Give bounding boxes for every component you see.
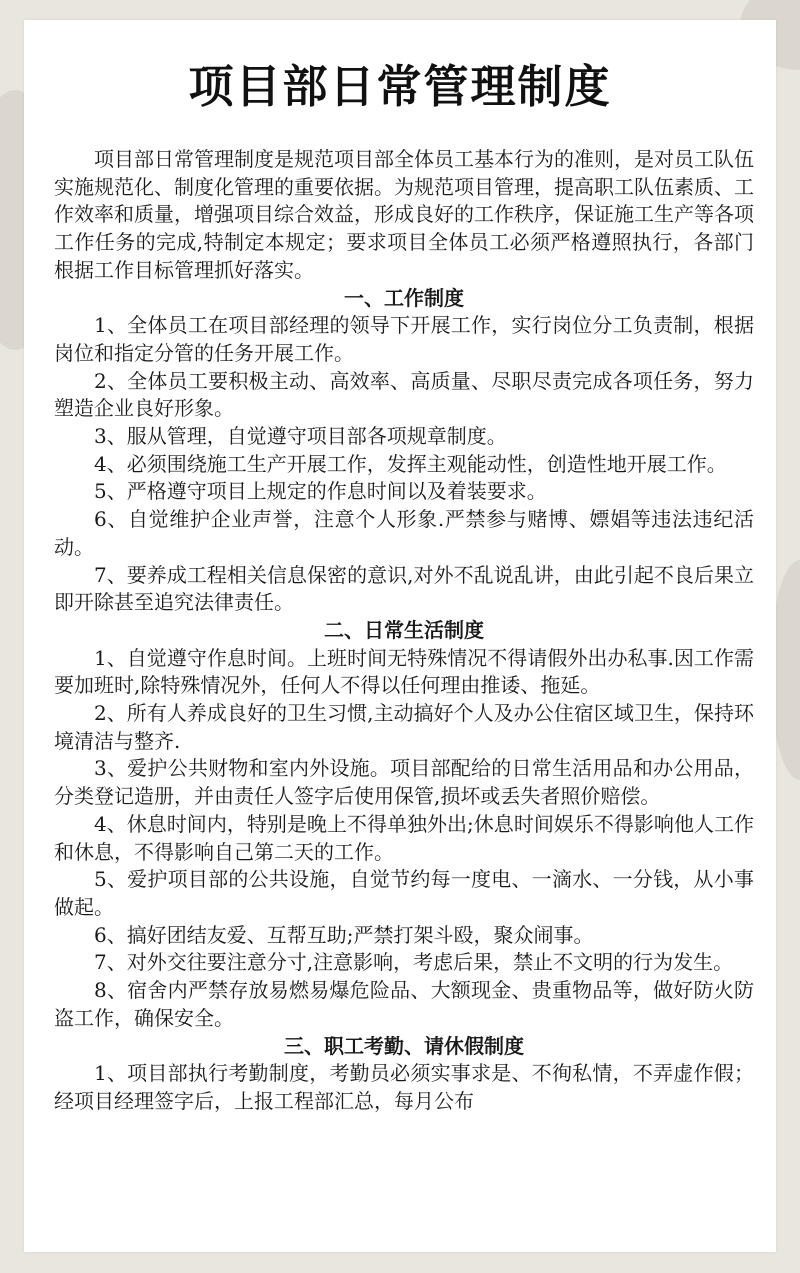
section-heading: 三、职工考勤、请休假制度 <box>284 1033 524 1058</box>
rule-item: 7、要养成工程相关信息保密的意识,对外不乱说乱讲，由此引起不良后果立即开除甚至追究法律责任。 <box>54 562 754 615</box>
rule-item: 4、必须围绕施工生产开展工作，发挥主观能动性，创造性地开展工作。 <box>94 451 727 476</box>
rule-item: 7、对外交往要注意分寸,注意影响，考虑后果，禁止不文明的行为发生。 <box>94 950 734 975</box>
rule-item: 1、自觉遵守作息时间。上班时间无特殊情况不得请假外出办私事.因工作需要加班时,除特殊情况外，任何人不得以任何理由推诿、拖延。 <box>54 645 754 698</box>
section-heading: 二、日常生活制度 <box>324 617 484 642</box>
rule-item: 6、自觉维护企业声誉，注意个人形象.严禁参与赌博、嫖娼等违法违纪活动。 <box>54 507 754 559</box>
rule-item: 4、休息时间内，特别是晚上不得单独外出;休息时间娱乐不得影响他人工作和休息，不得影响自己第二天的工作。 <box>54 811 754 864</box>
intro-paragraph: 项目部日常管理制度是规范项目部全体员工基本行为的准则，是对员工队伍实施规范化、制度化管理的重要依据。为规范项目管理，提高职工队伍素质、工作效率和质量，增强项目综合效益，形成良好的工作秩序，保证施工生产等各项工作任务的完成,特制定本规定；要求项目全体员工必须严格遵照执行，各部门根据工作目标管理抓好落实。 <box>54 147 754 282</box>
rule-item: 5、严格遵守项目上规定的作息时间以及着装要求。 <box>94 479 547 504</box>
rule-item: 1、项目部执行考勤制度，考勤员必须实事求是、不徇私情，不弄虚作假；经项目经理签字后，上报工程部汇总，每月公布 <box>54 1061 754 1113</box>
rule-item: 2、所有人养成良好的卫生习惯,主动搞好个人及办公住宿区域卫生，保持环境清洁与整齐. <box>54 701 754 753</box>
rule-item: 3、服从管理，自觉遵守项目部各项规章制度。 <box>94 424 507 449</box>
rule-item: 5、爱护项目部的公共设施，自觉节约每一度电、一滴水、一分钱，从小事做起。 <box>54 867 754 919</box>
document-body <box>54 146 754 1116</box>
rule-item: 3、爱护公共财物和室内外设施。项目部配给的日常生活用品和办公用品，分类登记造册，并由责任人签字后使用保管,损坏或丢失者照价赔偿。 <box>54 756 754 809</box>
rule-item: 6、搞好团结友爱、互帮互助;严禁打架斗殴，聚众闹事。 <box>94 922 594 947</box>
page-title: 项目部日常管理制度 <box>188 60 612 113</box>
section-heading: 一、工作制度 <box>344 285 464 310</box>
rule-item: 2、全体员工要积极主动、高效率、高质量、尽职尽责完成各项任务，努力塑造企业良好形象。 <box>54 368 754 421</box>
rule-item: 1、全体员工在项目部经理的领导下开展工作，实行岗位分工负责制，根据岗位和指定分管的任务开展工作。 <box>54 313 754 365</box>
rule-item: 8、宿舍内严禁存放易燃易爆危险品、大额现金、贵重物品等，做好防火防盗工作，确保安全。 <box>54 978 754 1030</box>
